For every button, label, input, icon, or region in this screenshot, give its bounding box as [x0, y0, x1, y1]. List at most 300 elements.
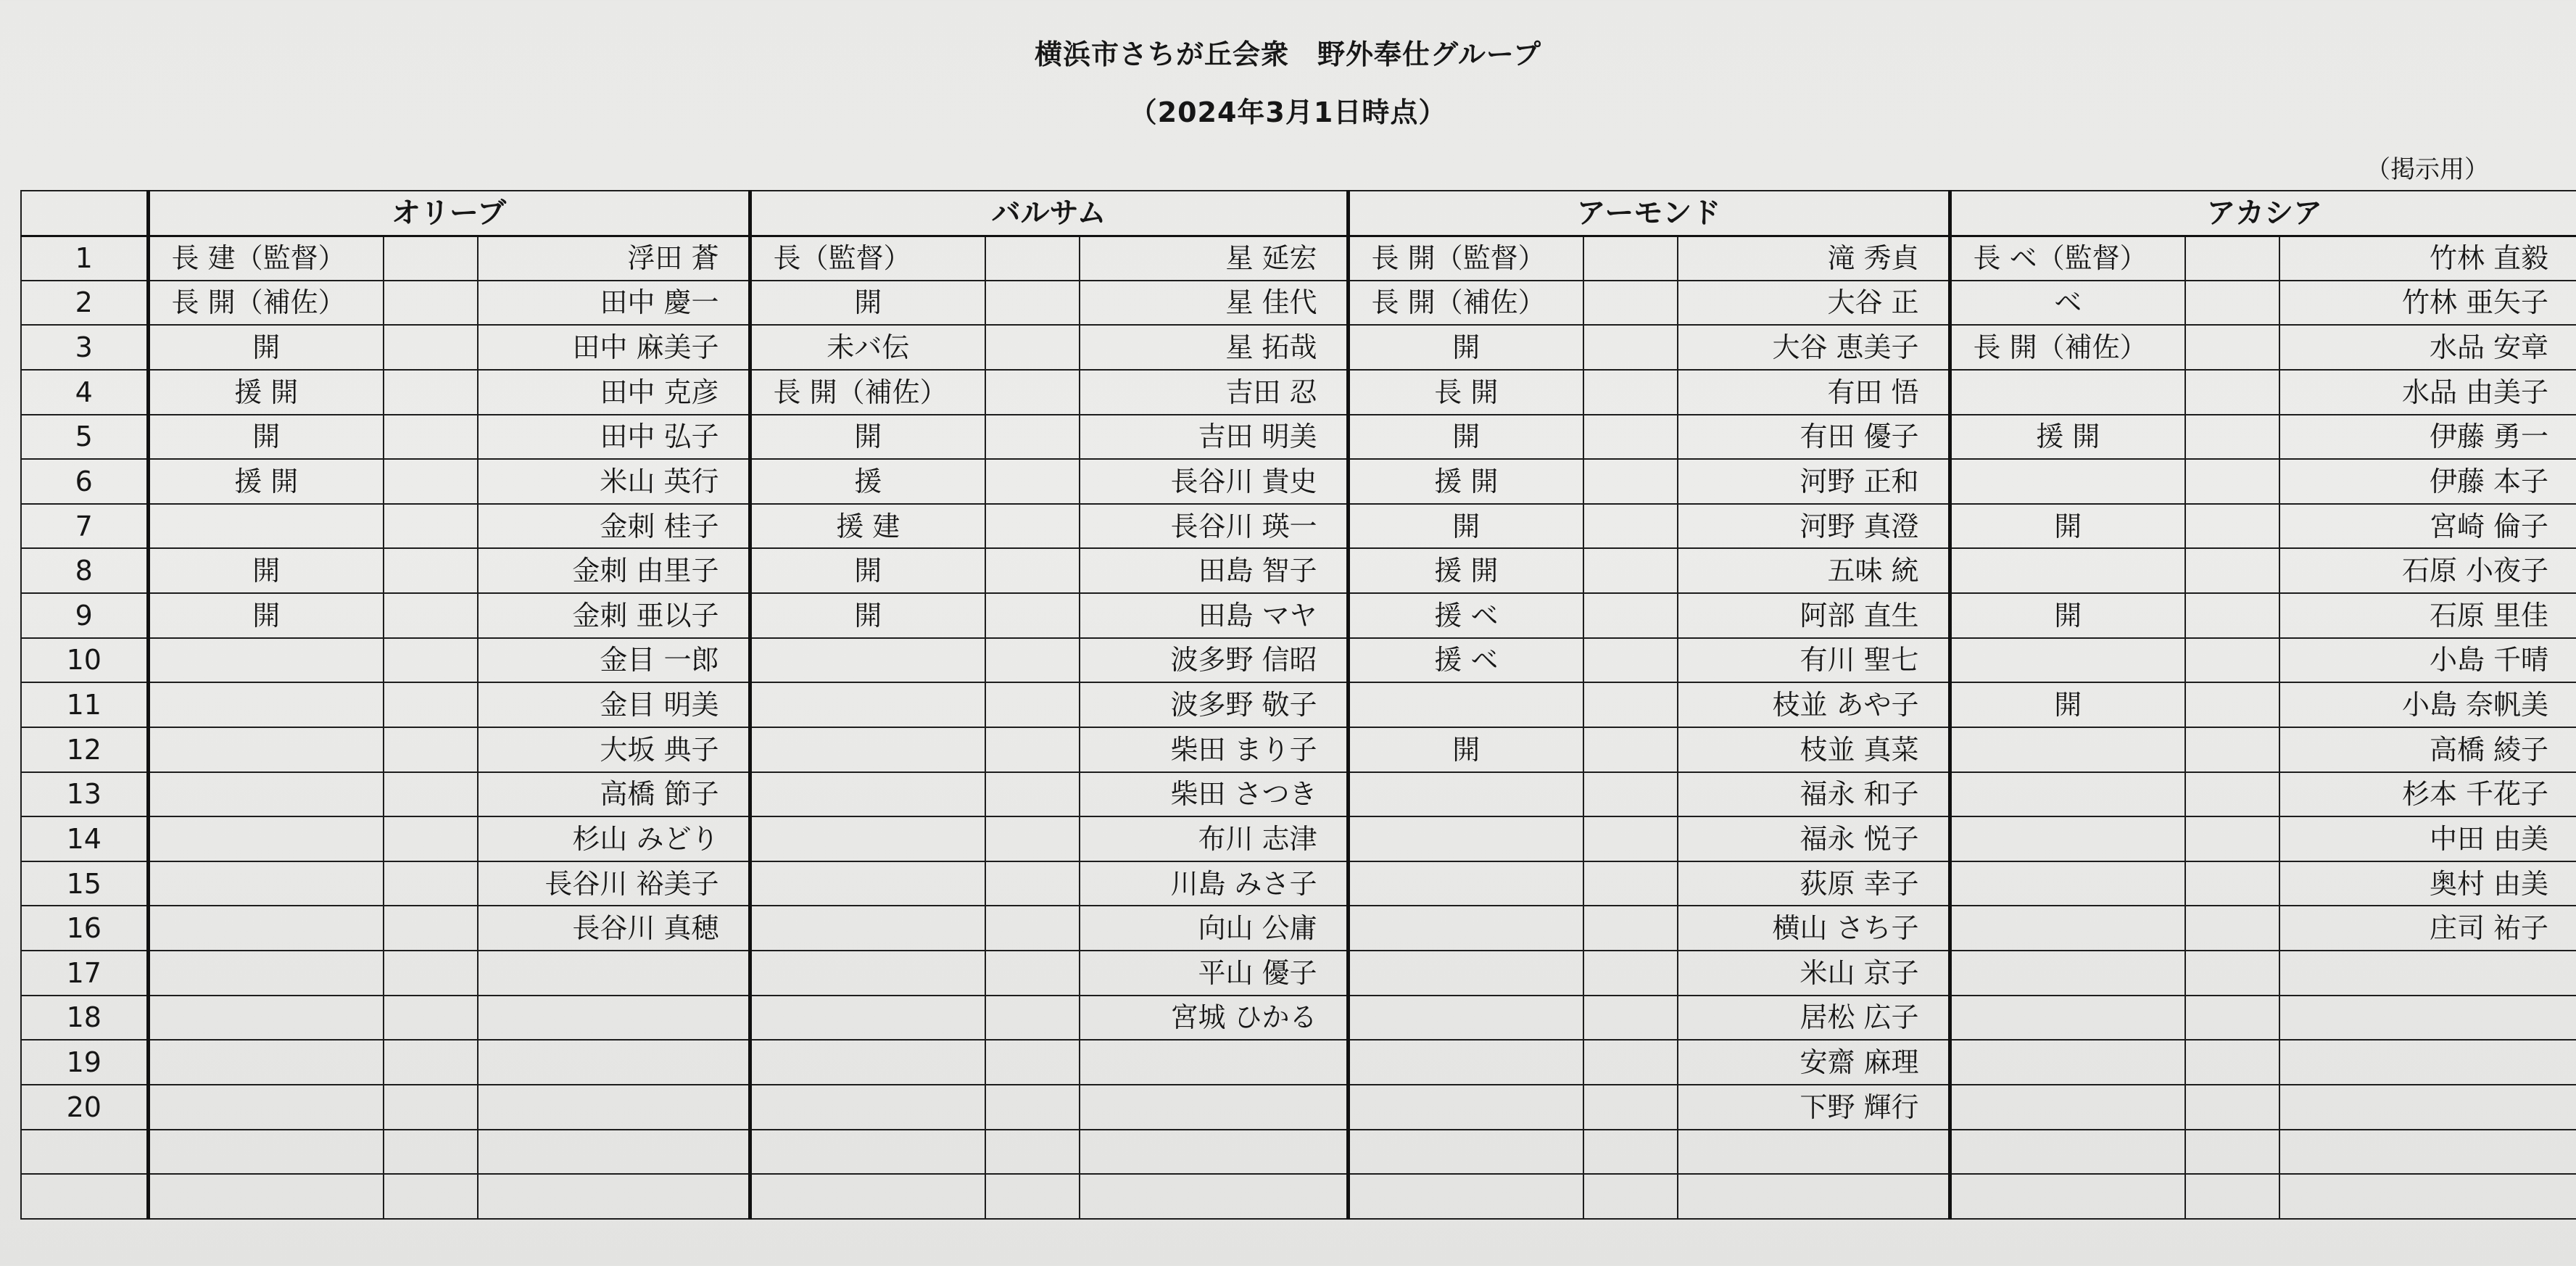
blank-cell: [1583, 1174, 1678, 1219]
blank-cell: [1583, 370, 1678, 415]
blank-cell: [2185, 1174, 2279, 1219]
member-role: 援 ベ: [1348, 638, 1583, 683]
blank-cell: [1583, 504, 1678, 549]
member-name: 波多野 信昭: [1080, 638, 1348, 683]
member-role: 長 開（監督）: [1348, 236, 1583, 281]
member-role: 開: [1348, 325, 1583, 370]
blank-cell: [384, 682, 478, 727]
member-role: [750, 816, 985, 861]
member-role: [750, 861, 985, 906]
member-name: 河野 真澄: [1678, 504, 1950, 549]
member-name: 川島 みさ子: [1080, 861, 1348, 906]
member-name: 福永 悦子: [1678, 816, 1950, 861]
member-name: 田中 弘子: [478, 415, 750, 460]
member-role: [1950, 1085, 2185, 1130]
member-name: 宮城 ひかる: [1080, 996, 1348, 1040]
blank-cell: [985, 1174, 1080, 1219]
blank-cell: [2185, 325, 2279, 370]
blank-cell: [985, 638, 1080, 683]
row-number: [21, 1174, 148, 1219]
table-row: [21, 996, 2576, 1040]
member-name: [2279, 1174, 2576, 1219]
member-role: [750, 682, 985, 727]
row-number: 9: [21, 593, 148, 638]
blank-cell: [2185, 816, 2279, 861]
member-role: [148, 727, 384, 772]
posted-note: （掲示用）: [2366, 155, 2489, 184]
blank-cell: [2185, 415, 2279, 460]
table-row: [21, 816, 2576, 861]
blank-cell: [2185, 504, 2279, 549]
blank-cell: [1583, 236, 1678, 281]
member-role: [1348, 1130, 1583, 1175]
member-name: 水品 安章: [2279, 325, 2576, 370]
member-name: [1678, 1174, 1950, 1219]
member-name: 大谷 恵美子: [1678, 325, 1950, 370]
blank-cell: [1583, 638, 1678, 683]
member-role: [148, 1174, 384, 1219]
blank-cell: [985, 682, 1080, 727]
member-name: 吉田 忍: [1080, 370, 1348, 415]
blank-cell: [2185, 548, 2279, 593]
member-name: 田中 慶一: [478, 281, 750, 326]
blank-cell: [985, 861, 1080, 906]
blank-cell: [1583, 906, 1678, 951]
member-role: 援 開: [1950, 415, 2185, 460]
member-name: [2279, 1040, 2576, 1085]
member-role: [1950, 772, 2185, 817]
member-role: 開: [1950, 593, 2185, 638]
member-role: [750, 906, 985, 951]
member-name: [478, 951, 750, 996]
table-row: [21, 593, 2576, 638]
member-role: 開: [1348, 415, 1583, 460]
member-role: [750, 1040, 985, 1085]
group-header-row: [21, 191, 2576, 236]
member-role: [148, 996, 384, 1040]
member-role: 開: [750, 415, 985, 460]
member-name: 田島 智子: [1080, 548, 1348, 593]
member-role: [1348, 1085, 1583, 1130]
blank-cell: [384, 772, 478, 817]
blank-cell: [1583, 593, 1678, 638]
row-number: 14: [21, 816, 148, 861]
table-row: [21, 325, 2576, 370]
member-name: 石原 小夜子: [2279, 548, 2576, 593]
member-role: [148, 772, 384, 817]
blank-cell: [2185, 727, 2279, 772]
table-row: [21, 861, 2576, 906]
member-role: [1950, 548, 2185, 593]
member-name: 福永 和子: [1678, 772, 1950, 817]
member-role: [1348, 906, 1583, 951]
row-number: 15: [21, 861, 148, 906]
blank-cell: [2185, 861, 2279, 906]
blank-cell: [384, 996, 478, 1040]
member-name: 星 佳代: [1080, 281, 1348, 326]
blank-cell: [384, 1130, 478, 1175]
member-name: 米山 英行: [478, 459, 750, 504]
blank-cell: [1583, 727, 1678, 772]
member-name: 大坂 典子: [478, 727, 750, 772]
member-role: ベ: [1950, 281, 2185, 326]
blank-cell: [1583, 548, 1678, 593]
blank-cell: [2185, 593, 2279, 638]
member-role: [1348, 951, 1583, 996]
member-name: 布川 志津: [1080, 816, 1348, 861]
blank-cell: [2185, 370, 2279, 415]
member-role: [750, 996, 985, 1040]
row-number: 3: [21, 325, 148, 370]
member-name: [1080, 1040, 1348, 1085]
member-name: 石原 里佳: [2279, 593, 2576, 638]
table-row: [21, 459, 2576, 504]
member-name: 吉田 明美: [1080, 415, 1348, 460]
member-name: [478, 996, 750, 1040]
member-name: [2279, 1085, 2576, 1130]
blank-cell: [985, 236, 1080, 281]
table-row: [21, 548, 2576, 593]
member-name: 長谷川 裕美子: [478, 861, 750, 906]
member-role: 援 建: [750, 504, 985, 549]
member-name: 枝並 真菜: [1678, 727, 1950, 772]
member-name: 田中 克彦: [478, 370, 750, 415]
member-name: 金刺 由里子: [478, 548, 750, 593]
blank-cell: [1583, 459, 1678, 504]
table-row: [21, 370, 2576, 415]
member-name: [1080, 1174, 1348, 1219]
blank-cell: [2185, 951, 2279, 996]
member-role: 長 開（補佐）: [750, 370, 985, 415]
blank-cell: [1583, 682, 1678, 727]
roster-body: [21, 236, 2576, 1219]
member-name: 阿部 直生: [1678, 593, 1950, 638]
member-name: [478, 1174, 750, 1219]
blank-cell: [2185, 236, 2279, 281]
corner-cell: [21, 191, 148, 236]
member-name: 米山 京子: [1678, 951, 1950, 996]
member-name: 中田 由美: [2279, 816, 2576, 861]
member-name: 平山 優子: [1080, 951, 1348, 996]
member-name: 有田 悟: [1678, 370, 1950, 415]
blank-cell: [985, 415, 1080, 460]
blank-cell: [384, 281, 478, 326]
member-role: 開: [750, 548, 985, 593]
roster-table: [20, 190, 2576, 1220]
member-role: [1950, 816, 2185, 861]
member-role: 長 開（補佐）: [148, 281, 384, 326]
row-number: [21, 1130, 148, 1175]
blank-cell: [384, 951, 478, 996]
blank-cell: [384, 1085, 478, 1130]
blank-cell: [985, 1040, 1080, 1085]
member-role: [1348, 1040, 1583, 1085]
blank-cell: [1583, 816, 1678, 861]
member-role: [1950, 459, 2185, 504]
member-role: [750, 1085, 985, 1130]
blank-cell: [384, 325, 478, 370]
blank-cell: [384, 415, 478, 460]
member-role: 援: [750, 459, 985, 504]
row-number: 5: [21, 415, 148, 460]
member-role: 開: [148, 593, 384, 638]
member-name: 金刺 亜以子: [478, 593, 750, 638]
table-row: [21, 1040, 2576, 1085]
member-role: [1348, 682, 1583, 727]
member-name: 杉山 みどり: [478, 816, 750, 861]
member-role: [1950, 1130, 2185, 1175]
blank-cell: [985, 996, 1080, 1040]
table-row: [21, 772, 2576, 817]
member-name: 星 拓哉: [1080, 325, 1348, 370]
member-role: [148, 906, 384, 951]
member-role: [148, 1040, 384, 1085]
member-role: 援 開: [148, 370, 384, 415]
member-name: 有川 聖七: [1678, 638, 1950, 683]
group-name-acacia: アカシア: [1950, 191, 2576, 236]
member-name: [478, 1085, 750, 1130]
member-name: 竹林 亜矢子: [2279, 281, 2576, 326]
member-name: 長谷川 真穂: [478, 906, 750, 951]
member-name: 金目 明美: [478, 682, 750, 727]
member-role: 開: [1348, 504, 1583, 549]
blank-cell: [384, 638, 478, 683]
blank-cell: [2185, 1085, 2279, 1130]
member-name: 長谷川 瑛一: [1080, 504, 1348, 549]
member-name: 奥村 由美: [2279, 861, 2576, 906]
blank-cell: [384, 1040, 478, 1085]
member-role: 長 開（補佐）: [1950, 325, 2185, 370]
member-role: [750, 638, 985, 683]
row-number: 19: [21, 1040, 148, 1085]
row-number: 2: [21, 281, 148, 326]
member-name: 高橋 綾子: [2279, 727, 2576, 772]
member-name: [478, 1040, 750, 1085]
member-name: 杉本 千花子: [2279, 772, 2576, 817]
member-name: [2279, 1130, 2576, 1175]
blank-cell: [1583, 1040, 1678, 1085]
row-number: 16: [21, 906, 148, 951]
member-role: [750, 1130, 985, 1175]
member-role: [1348, 861, 1583, 906]
member-name: 小島 奈帆美: [2279, 682, 2576, 727]
member-role: [148, 861, 384, 906]
blank-cell: [384, 504, 478, 549]
blank-cell: [384, 548, 478, 593]
member-role: 長 建（監督）: [148, 236, 384, 281]
group-name-balsam: バルサム: [750, 191, 1348, 236]
row-number: 17: [21, 951, 148, 996]
member-name: 宮崎 倫子: [2279, 504, 2576, 549]
member-role: 援 開: [1348, 548, 1583, 593]
member-name: 星 延宏: [1080, 236, 1348, 281]
member-name: 居松 広子: [1678, 996, 1950, 1040]
member-name: 横山 さち子: [1678, 906, 1950, 951]
member-role: [1950, 906, 2185, 951]
row-number: 13: [21, 772, 148, 817]
blank-cell: [2185, 281, 2279, 326]
blank-cell: [1583, 861, 1678, 906]
blank-cell: [1583, 996, 1678, 1040]
member-role: 開: [1950, 504, 2185, 549]
member-name: 水品 由美子: [2279, 370, 2576, 415]
blank-cell: [985, 593, 1080, 638]
blank-cell: [2185, 459, 2279, 504]
page-title: 横浜市さちが丘会衆 野外奉仕グループ: [1035, 38, 1541, 70]
member-role: [1348, 816, 1583, 861]
member-role: 長 開: [1348, 370, 1583, 415]
member-name: 大谷 正: [1678, 281, 1950, 326]
blank-cell: [985, 325, 1080, 370]
member-name: [1678, 1130, 1950, 1175]
blank-cell: [985, 906, 1080, 951]
member-role: [148, 816, 384, 861]
member-role: 援 開: [1348, 459, 1583, 504]
member-role: [1950, 638, 2185, 683]
blank-cell: [384, 861, 478, 906]
blank-cell: [2185, 1130, 2279, 1175]
member-name: 金刺 桂子: [478, 504, 750, 549]
member-name: 伊藤 勇一: [2279, 415, 2576, 460]
member-role: [1348, 1174, 1583, 1219]
member-name: [1080, 1130, 1348, 1175]
member-role: 援 ベ: [1348, 593, 1583, 638]
member-role: 開: [750, 281, 985, 326]
member-role: 未バ伝: [750, 325, 985, 370]
blank-cell: [384, 906, 478, 951]
blank-cell: [384, 459, 478, 504]
blank-cell: [2185, 1040, 2279, 1085]
row-number: 8: [21, 548, 148, 593]
blank-cell: [2185, 682, 2279, 727]
member-name: [2279, 951, 2576, 996]
blank-cell: [985, 1085, 1080, 1130]
blank-cell: [384, 593, 478, 638]
member-name: 五味 統: [1678, 548, 1950, 593]
blank-cell: [985, 281, 1080, 326]
page-subtitle: （2024年3月1日時点）: [1129, 96, 1447, 128]
member-name: 田中 麻美子: [478, 325, 750, 370]
blank-cell: [1583, 1085, 1678, 1130]
table-row: [21, 415, 2576, 460]
member-name: 河野 正和: [1678, 459, 1950, 504]
blank-cell: [985, 951, 1080, 996]
member-name: 金目 一郎: [478, 638, 750, 683]
blank-cell: [1583, 415, 1678, 460]
row-number: 7: [21, 504, 148, 549]
member-name: 竹林 直毅: [2279, 236, 2576, 281]
table-row: [21, 682, 2576, 727]
member-name: 伊藤 本子: [2279, 459, 2576, 504]
member-role: [1950, 996, 2185, 1040]
blank-cell: [384, 370, 478, 415]
member-name: 柴田 まり子: [1080, 727, 1348, 772]
member-name: [1080, 1085, 1348, 1130]
blank-cell: [985, 816, 1080, 861]
member-name: 荻原 幸子: [1678, 861, 1950, 906]
member-name: 高橋 節子: [478, 772, 750, 817]
blank-cell: [985, 772, 1080, 817]
blank-cell: [2185, 996, 2279, 1040]
member-name: 枝並 あや子: [1678, 682, 1950, 727]
blank-cell: [985, 727, 1080, 772]
blank-cell: [985, 370, 1080, 415]
blank-cell: [1583, 325, 1678, 370]
member-role: [750, 772, 985, 817]
member-role: 長 ベ（監督）: [1950, 236, 2185, 281]
member-role: [1950, 727, 2185, 772]
member-role: 長（監督）: [750, 236, 985, 281]
member-name: 波多野 敬子: [1080, 682, 1348, 727]
row-number: 4: [21, 370, 148, 415]
table-row: [21, 951, 2576, 996]
blank-cell: [1583, 772, 1678, 817]
blank-cell: [985, 459, 1080, 504]
blank-cell: [2185, 906, 2279, 951]
member-role: 開: [148, 548, 384, 593]
member-name: 小島 千晴: [2279, 638, 2576, 683]
row-number: 1: [21, 236, 148, 281]
table-row: [21, 906, 2576, 951]
table-row: [21, 638, 2576, 683]
member-role: [148, 638, 384, 683]
member-name: 安齋 麻理: [1678, 1040, 1950, 1085]
blank-cell: [384, 236, 478, 281]
member-name: 長谷川 貴史: [1080, 459, 1348, 504]
row-number: 18: [21, 996, 148, 1040]
blank-cell: [384, 1174, 478, 1219]
row-number: 6: [21, 459, 148, 504]
blank-cell: [384, 816, 478, 861]
member-role: 開: [1950, 682, 2185, 727]
member-role: 援 開: [148, 459, 384, 504]
member-role: [1950, 951, 2185, 996]
table-row: [21, 1085, 2576, 1130]
member-name: 田島 マヤ: [1080, 593, 1348, 638]
row-number: 10: [21, 638, 148, 683]
member-name: [478, 1130, 750, 1175]
table-row: [21, 1130, 2576, 1175]
blank-cell: [1583, 281, 1678, 326]
table-row: [21, 1174, 2576, 1219]
member-role: [1950, 861, 2185, 906]
member-role: [750, 727, 985, 772]
row-number: 20: [21, 1085, 148, 1130]
member-name: 下野 輝行: [1678, 1085, 1950, 1130]
member-role: 開: [148, 325, 384, 370]
blank-cell: [985, 504, 1080, 549]
member-role: [148, 951, 384, 996]
member-role: 開: [148, 415, 384, 460]
member-name: 庄司 祐子: [2279, 906, 2576, 951]
table-row: [21, 727, 2576, 772]
member-role: [148, 504, 384, 549]
blank-cell: [1583, 1130, 1678, 1175]
member-name: 有田 優子: [1678, 415, 1950, 460]
member-role: [1950, 370, 2185, 415]
blank-cell: [985, 548, 1080, 593]
member-role: [1348, 772, 1583, 817]
member-role: [1950, 1040, 2185, 1085]
group-name-olive: オリーブ: [148, 191, 750, 236]
blank-cell: [2185, 772, 2279, 817]
member-role: [1950, 1174, 2185, 1219]
table-row: [21, 281, 2576, 326]
member-name: 浮田 蒼: [478, 236, 750, 281]
member-name: 滝 秀貞: [1678, 236, 1950, 281]
blank-cell: [985, 1130, 1080, 1175]
member-name: 柴田 さつき: [1080, 772, 1348, 817]
